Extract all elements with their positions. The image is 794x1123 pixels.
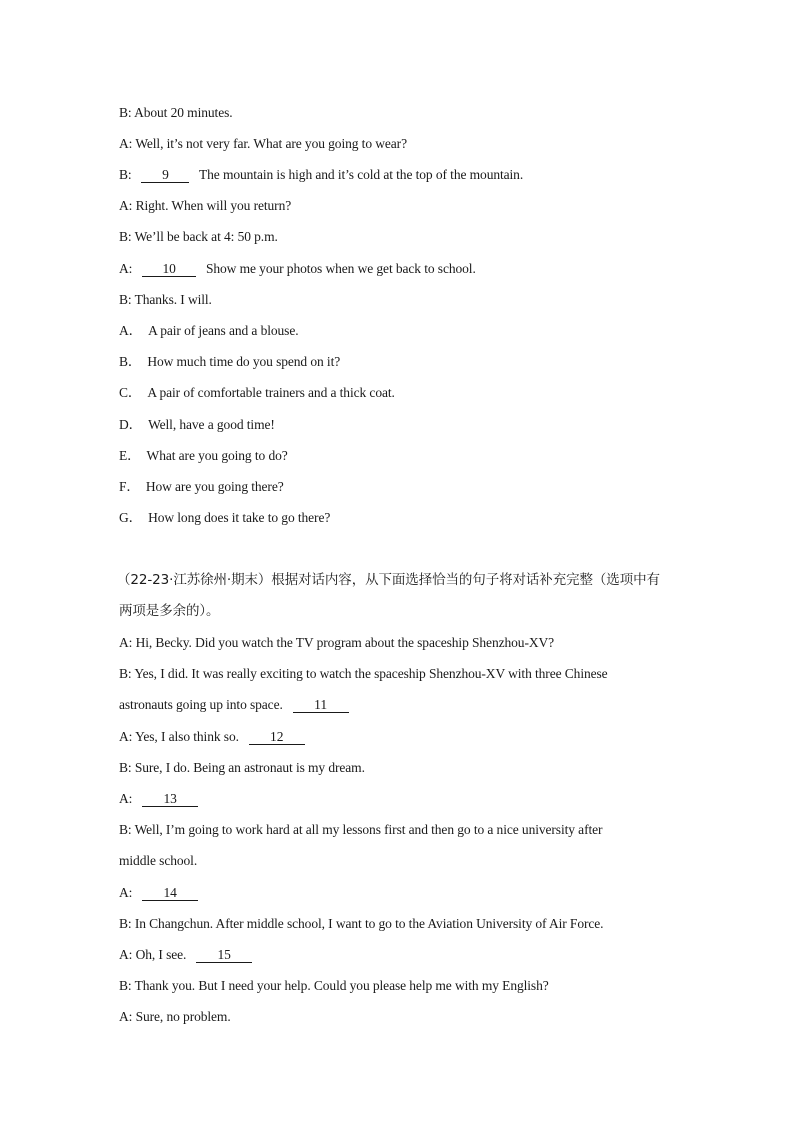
option-item [119,509,684,527]
speaker-label: A: [119,261,133,276]
option-text: A pair of comfortable trainers and a thick coat. [147,385,395,400]
option-letter: A． [119,323,143,338]
dialogue-line: B: We’ll be back at 4: 50 p.m. [119,229,278,244]
dialogue-line [119,884,684,902]
dialogue-line [119,728,684,746]
option-letter: B． [119,354,142,369]
option-item [119,478,684,496]
question-instruction: 两项是多余的）。 [119,603,220,619]
speaker-label: A: [119,885,133,900]
option-letter: G． [119,510,143,525]
option-item [119,416,684,434]
answer-blank-9: 9 [141,167,189,183]
speaker-label: B: [119,167,132,182]
option-item [119,322,684,340]
dialogue-line: A: Hi, Becky. Did you watch the TV program about the spaceship Shenzhou-XV? [119,635,555,650]
dialogue-line: B: Yes, I did. It was really exciting to watch the spaceship Shenzhou-XV with three Chinese [119,666,608,681]
line-text: astronauts going up into space. [119,697,283,712]
option-item [119,353,684,371]
answer-blank-10: 10 [142,261,196,277]
option-text: A pair of jeans and a blouse. [148,323,299,338]
question-instruction: （22-23·江苏徐州·期末）根据对话内容，从下面选择恰当的句子将对话补充完整（选项中有 [117,572,660,588]
dialogue-line: B: Well, I’m going to work hard at all my lessons first and then go to a nice university after [119,822,603,837]
line-text: A: Oh, I see. [119,947,187,962]
dialogue-line [119,946,684,964]
option-item [119,447,684,465]
option-letter: C． [119,385,142,400]
dialogue-line: A: Well, it’s not very far. What are you going to wear? [119,136,407,151]
option-text: How much time do you spend on it? [147,354,341,369]
dialogue-line [119,260,684,278]
dialogue-line: A: Sure, no problem. [119,1009,231,1024]
answer-blank-15: 15 [196,947,252,963]
dialogue-line: B: Sure, I do. Being an astronaut is my dream. [119,760,365,775]
dialogue-line [119,166,684,184]
option-text: Well, have a good time! [148,417,275,432]
dialogue-line: A: Right. When will you return? [119,198,292,213]
option-letter: D． [119,417,143,432]
speaker-label: A: [119,791,133,806]
dialogue-line [119,790,684,808]
dialogue-line: middle school. [119,853,198,868]
dialogue-line: B: Thanks. I will. [119,292,212,307]
option-text: How long does it take to go there? [148,510,331,525]
option-letter: E． [119,448,141,463]
dialogue-line: B: About 20 minutes. [119,105,233,120]
option-text: How are you going there? [145,479,284,494]
dialogue-line: B: In Changchun. After middle school, I want to go to the Aviation University of Air Force. [119,916,604,931]
option-letter: F． [119,479,140,494]
option-text: What are you going to do? [146,448,288,463]
line-text: The mountain is high and it’s cold at the top of the mountain. [198,167,524,182]
line-text: A: Yes, I also think so. [119,729,239,744]
dialogue-line [119,696,684,714]
line-text: Show me your photos when we get back to school. [205,261,476,276]
answer-blank-12: 12 [249,729,305,745]
answer-blank-13: 13 [142,791,198,807]
option-item [119,384,684,402]
answer-blank-14: 14 [142,885,198,901]
answer-blank-11: 11 [293,697,349,713]
dialogue-line: B: Thank you. But I need your help. Could you please help me with my English? [119,978,549,993]
